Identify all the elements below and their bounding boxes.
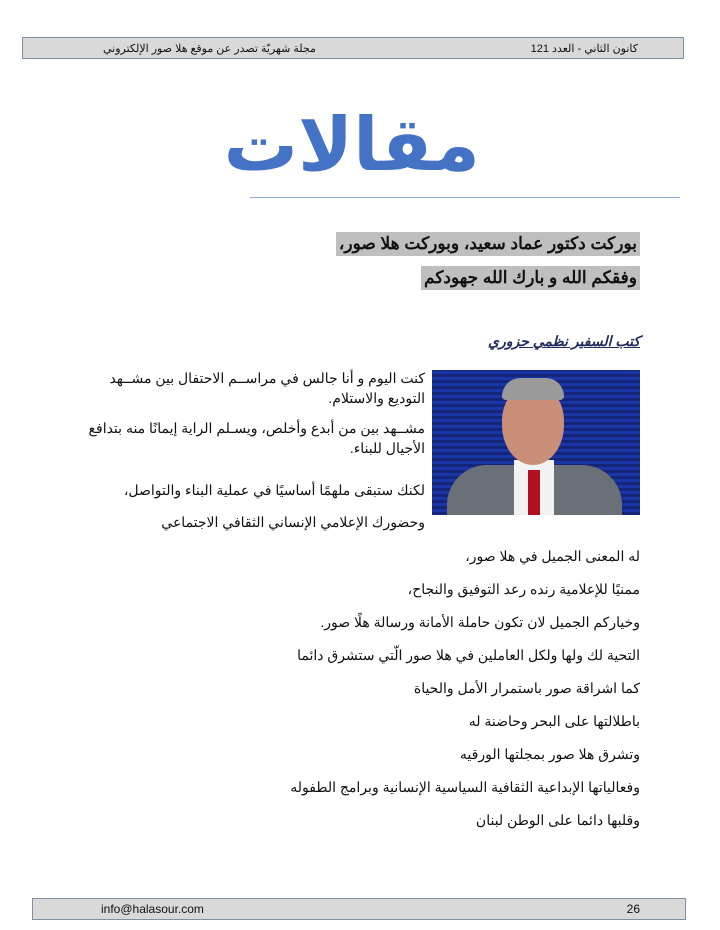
author-photo	[432, 370, 640, 515]
magazine-label: مجلة شهريّة تصدر عن موقع هلا صور الإلكتروني	[103, 43, 316, 55]
body-line: باطلالتها على البحر وحاضنة له	[468, 713, 640, 729]
issue-label: كانون الثاني - العدد 121	[530, 43, 638, 55]
body-line: وخياركم الجميل لان تكون حاملة الأمانة ورسالة هلًا صور.	[320, 614, 640, 630]
body-line: وفعالياتها الإبداعية الثقافية السياسية الإنسانية وبرامج الطفوله	[290, 779, 640, 795]
body-line: له المعنى الجميل في هلا صور،	[465, 548, 640, 564]
side-paragraph-4: وحضورك الإعلامي الإنساني الثقافي الاجتماعي	[161, 514, 425, 530]
section-title: مقالات	[223, 102, 480, 188]
body-line: كما اشراقة صور باستمرار الأمل والحياة	[413, 680, 640, 696]
body-line: التحية لك ولها ولكل العاملين في هلا صور الّتي ستشرق دائما	[297, 647, 640, 663]
body-line: ممنيًا للإعلامية رنده رعد التوفيق والنجاح،	[407, 581, 640, 597]
highlight-line-2: وفقكم الله و بارك الله جهودكم	[421, 266, 640, 290]
page-header-bar	[22, 37, 684, 59]
body-line: وتشرق هلا صور بمجلتها الورقيه	[459, 746, 640, 762]
title-divider	[250, 197, 680, 198]
body-line: وقلبها دائما على الوطن لبنان	[475, 812, 640, 828]
author-byline: كتب السفير نظمي حزوري	[488, 333, 640, 349]
side-paragraph-2: مشــهد بين من أبدع وأخلص، ويسـلم الراية إيمانًا منه بتدافع الأجيال للبناء.	[88, 420, 425, 456]
footer-email[interactable]: info@halasour.com	[101, 902, 204, 916]
page-number: 26	[626, 902, 640, 916]
side-paragraph-1: كنت اليوم و أنا جالس في مراســم الاحتفال بين مشــهد التوديع والاستلام.	[109, 370, 425, 406]
side-paragraph-3: لكنك ستبقى ملهمًا أساسيًا في عملية البناء والتواصل،	[123, 482, 425, 498]
highlight-line-1: بوركت دكتور عماد سعيد، وبوركت هلا صور،	[336, 232, 640, 256]
page-footer-bar	[32, 898, 686, 920]
